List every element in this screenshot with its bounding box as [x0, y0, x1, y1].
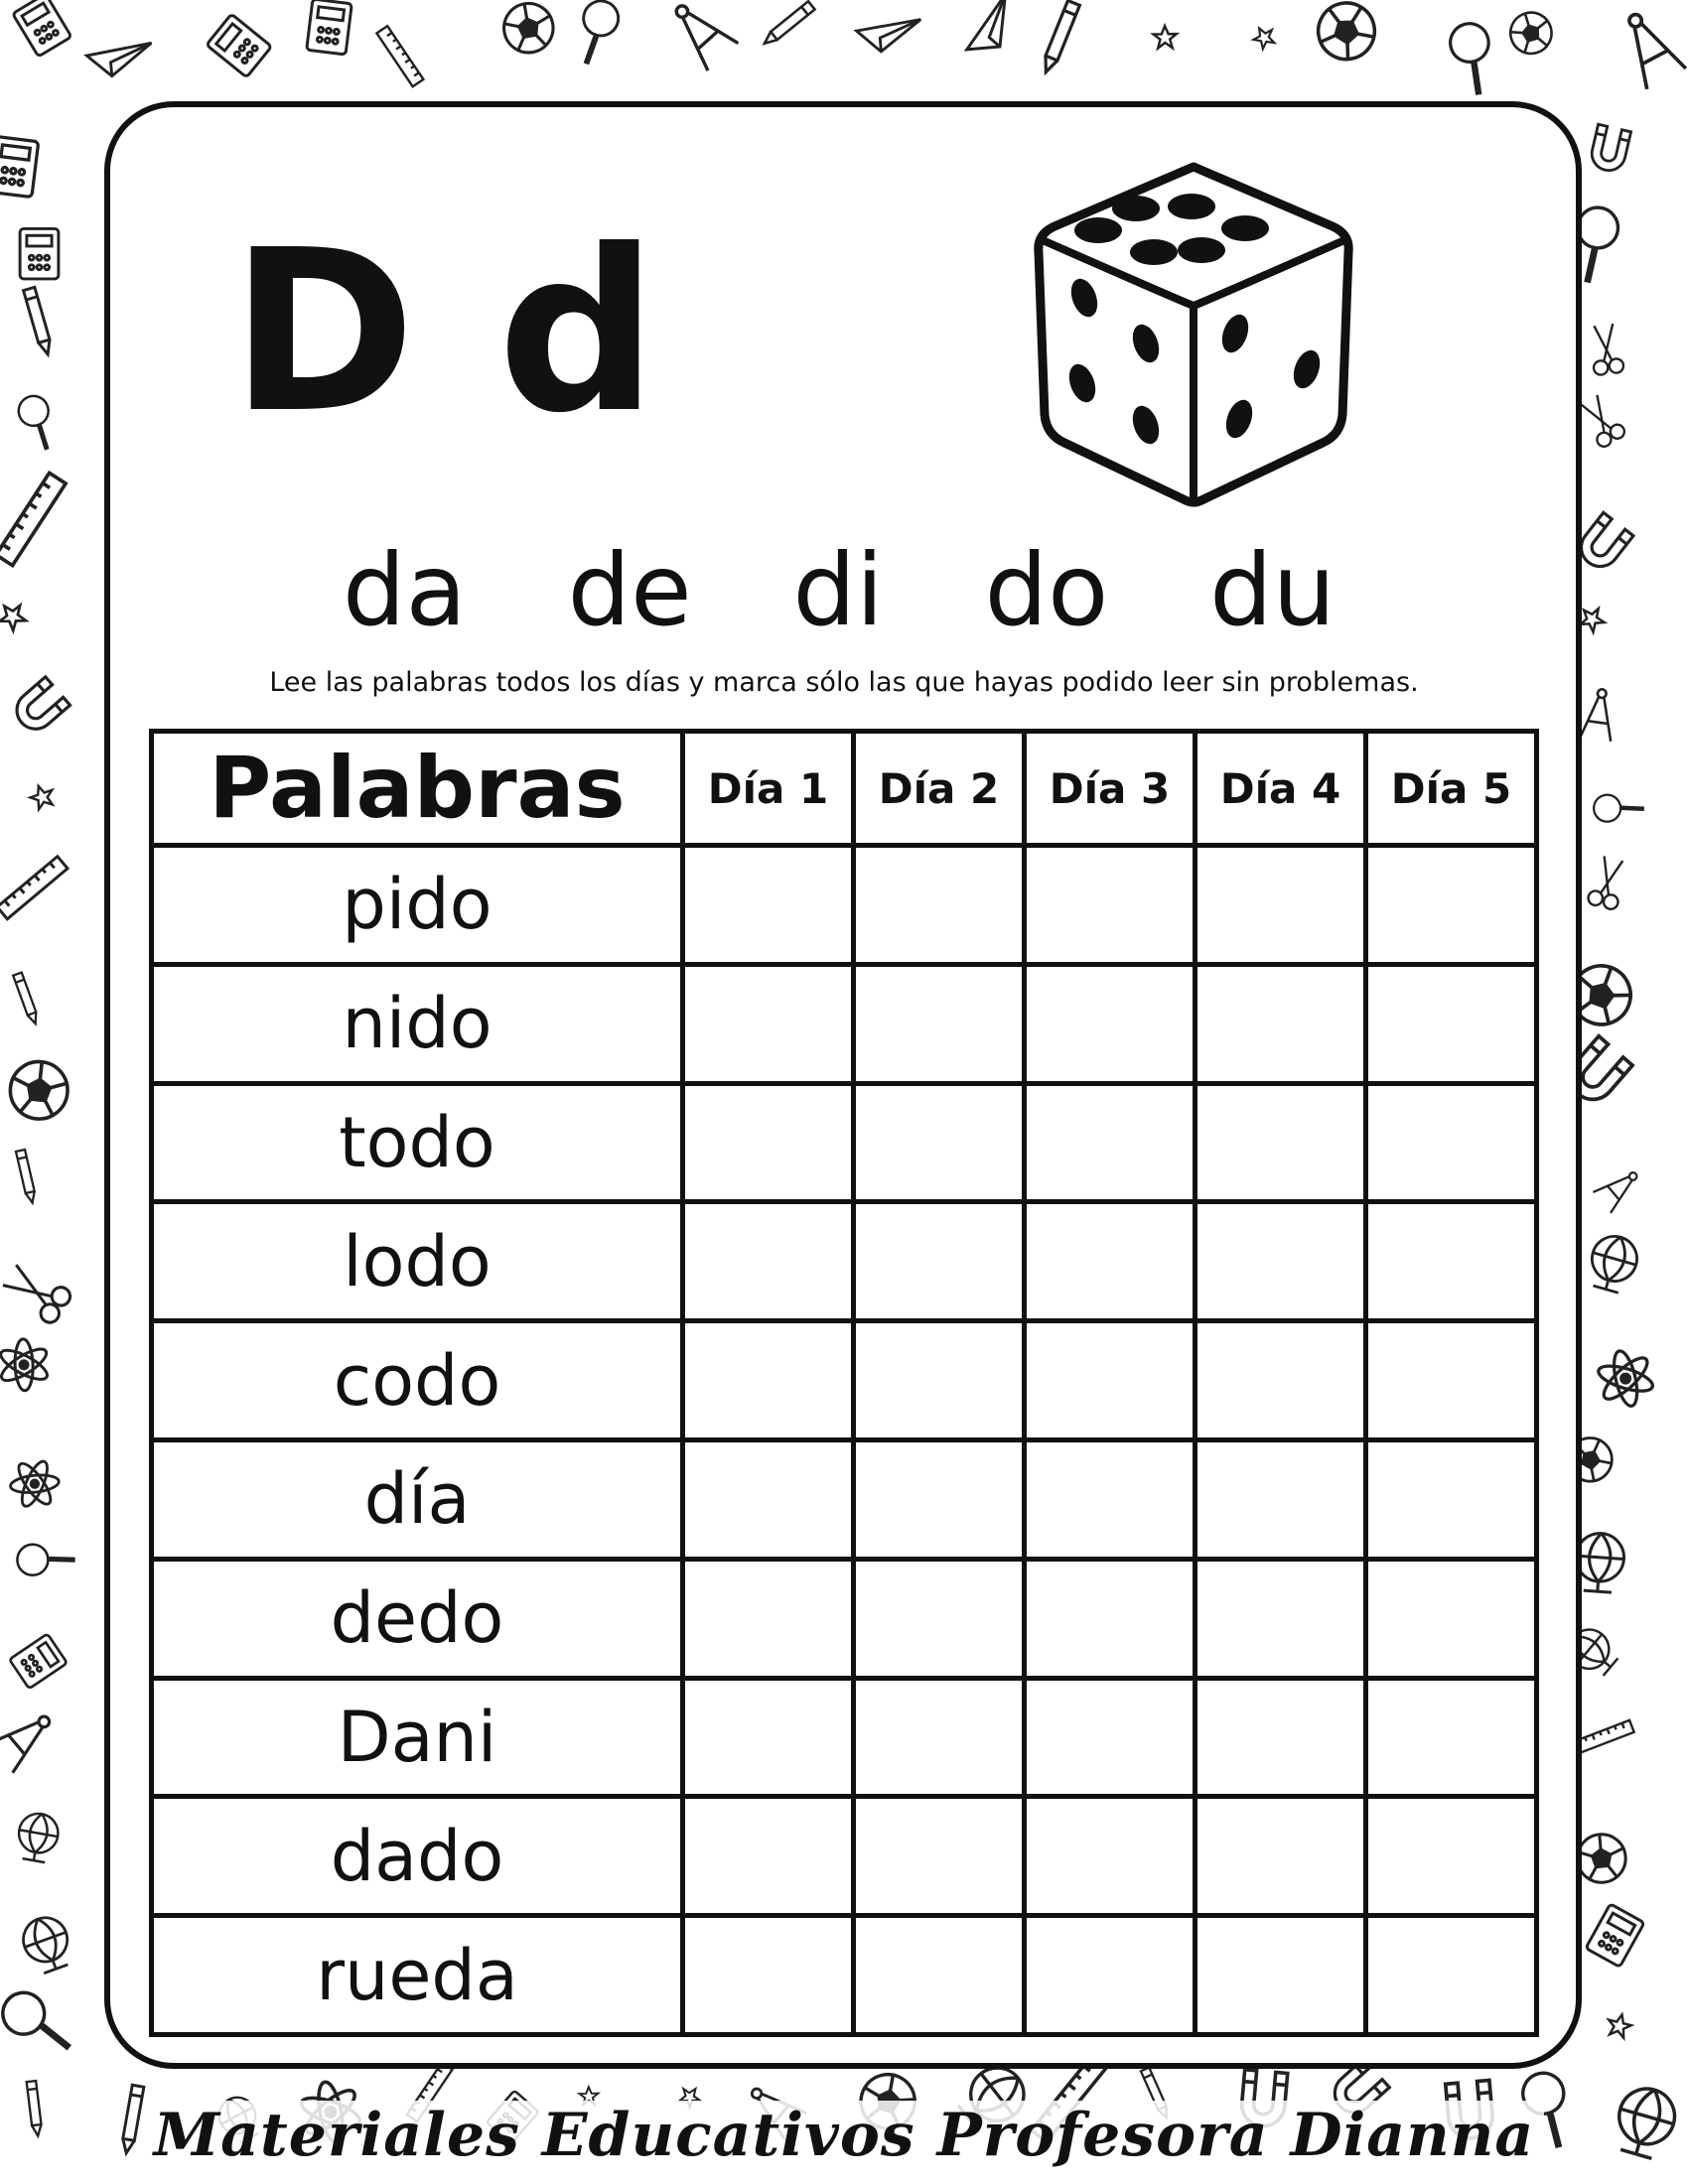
word-cell: dado	[152, 1797, 683, 1916]
word-cell: nido	[152, 964, 683, 1083]
check-cell[interactable]	[1025, 1202, 1196, 1321]
check-cell[interactable]	[1196, 1083, 1366, 1202]
word-cell: pido	[152, 846, 683, 965]
reading-tracker-table	[149, 729, 1539, 2037]
check-cell[interactable]	[1366, 846, 1537, 965]
check-cell[interactable]	[1196, 846, 1366, 965]
check-cell[interactable]	[1366, 1321, 1537, 1440]
check-cell[interactable]	[854, 1202, 1025, 1321]
check-cell[interactable]	[854, 1321, 1025, 1440]
check-cell[interactable]	[1196, 1321, 1366, 1440]
day-column-header: Día 1	[683, 732, 854, 846]
day-column-header: Día 5	[1366, 732, 1537, 846]
table-row	[152, 1678, 1537, 1797]
check-cell[interactable]	[1025, 1559, 1196, 1678]
table-row	[152, 964, 1537, 1083]
atom-icon	[0, 1449, 70, 1518]
check-cell[interactable]	[1196, 964, 1366, 1083]
soccer-ball-icon	[1576, 1833, 1628, 1885]
check-cell[interactable]	[683, 1916, 854, 2035]
check-cell[interactable]	[1025, 1439, 1196, 1559]
table-header-row	[152, 732, 1537, 846]
check-cell[interactable]	[1366, 1083, 1537, 1202]
check-cell[interactable]	[854, 964, 1025, 1083]
calculator-icon	[9, 1634, 67, 1689]
magnifier-icon	[11, 1529, 75, 1592]
syllable: de	[567, 532, 692, 648]
paper-plane-icon	[83, 32, 151, 82]
compass-icon	[663, 0, 739, 70]
check-cell[interactable]	[1025, 1916, 1196, 2035]
table-row	[152, 1083, 1537, 1202]
check-cell[interactable]	[1366, 1797, 1537, 1916]
letter-heading: D d	[230, 203, 660, 463]
paper-plane-icon	[953, 0, 1028, 63]
paper-plane-icon	[853, 7, 920, 59]
compass-icon	[0, 1704, 61, 1772]
words-column-header: Palabras	[152, 732, 683, 846]
syllable: da	[343, 532, 467, 648]
check-cell[interactable]	[854, 1797, 1025, 1916]
table-row	[152, 1439, 1537, 1559]
check-cell[interactable]	[683, 1439, 854, 1559]
pencil-icon	[16, 1150, 37, 1204]
check-cell[interactable]	[683, 964, 854, 1083]
check-cell[interactable]	[1366, 964, 1537, 1083]
check-cell[interactable]	[683, 1678, 854, 1797]
check-cell[interactable]	[854, 1559, 1025, 1678]
star-icon	[1250, 24, 1278, 51]
soccer-ball-icon	[1308, 0, 1385, 69]
calculator-icon	[0, 136, 39, 197]
check-cell[interactable]	[1366, 1916, 1537, 2035]
check-cell[interactable]	[1025, 1678, 1196, 1797]
calculator-icon	[207, 14, 272, 77]
check-cell[interactable]	[1366, 1439, 1537, 1559]
check-cell[interactable]	[1025, 1321, 1196, 1440]
compass-icon	[1614, 5, 1686, 89]
check-cell[interactable]	[683, 1083, 854, 1202]
table-row	[152, 846, 1537, 965]
check-cell[interactable]	[854, 1083, 1025, 1202]
pencil-icon	[762, 1, 815, 47]
instruction-text: Lee las palabras todos los días y marca sólo las que hayas podido leer sin problemas.	[269, 667, 1419, 698]
word-cell: lodo	[152, 1202, 683, 1321]
check-cell[interactable]	[854, 1916, 1025, 2035]
word-cell: día	[152, 1439, 683, 1559]
word-cell: todo	[152, 1083, 683, 1202]
ruler-icon	[0, 473, 66, 565]
atom-icon	[1585, 1338, 1666, 1420]
check-cell[interactable]	[683, 1559, 854, 1678]
check-cell[interactable]	[854, 846, 1025, 965]
check-cell[interactable]	[1196, 1797, 1366, 1916]
check-cell[interactable]	[1196, 1439, 1366, 1559]
syllable: do	[984, 532, 1109, 648]
check-cell[interactable]	[1025, 1083, 1196, 1202]
table-row	[152, 1797, 1537, 1916]
word-cell: Dani	[152, 1678, 683, 1797]
pencil-icon	[1040, 1, 1079, 74]
calculator-icon	[307, 0, 352, 55]
check-cell[interactable]	[1025, 1797, 1196, 1916]
footer-credit	[0, 2101, 1688, 2170]
magnifier-icon	[0, 1985, 70, 2061]
atom-icon	[0, 1329, 60, 1401]
magnifier-icon	[8, 392, 63, 450]
table-row	[152, 1202, 1537, 1321]
dice-icon	[1025, 149, 1362, 516]
table-row	[152, 1916, 1537, 2035]
check-cell[interactable]	[1196, 1916, 1366, 2035]
calculator-icon	[13, 0, 71, 57]
check-cell[interactable]	[1366, 1678, 1537, 1797]
day-column-header: Día 2	[854, 732, 1025, 846]
day-column-header: Día 4	[1196, 732, 1366, 846]
star-icon	[0, 599, 30, 634]
syllable: di	[792, 532, 884, 648]
word-cell: dedo	[152, 1559, 683, 1678]
check-cell[interactable]	[683, 846, 854, 965]
magnifier-icon	[1589, 781, 1644, 837]
globe-icon	[17, 1912, 76, 1977]
star-icon	[1153, 26, 1177, 49]
check-cell[interactable]	[1366, 1559, 1537, 1678]
syllable-row	[343, 532, 1336, 648]
check-cell[interactable]	[683, 1321, 854, 1440]
soccer-ball-icon	[1505, 8, 1557, 60]
table-row	[152, 1321, 1537, 1440]
star-icon	[1606, 2012, 1633, 2039]
pencil-icon	[24, 287, 54, 355]
compass-icon	[1593, 1163, 1644, 1213]
syllable: du	[1209, 532, 1336, 648]
scissors-icon	[1577, 392, 1627, 449]
pencil-icon	[13, 973, 40, 1025]
table-row	[152, 1559, 1537, 1678]
word-cell: codo	[152, 1321, 683, 1440]
check-cell[interactable]	[683, 1202, 854, 1321]
magnet-icon	[1574, 512, 1633, 574]
check-cell[interactable]	[854, 1678, 1025, 1797]
magnifier-icon	[1433, 17, 1508, 95]
word-cell: rueda	[152, 1916, 683, 2035]
check-cell[interactable]	[1366, 1202, 1537, 1321]
word-rows	[152, 846, 1537, 2035]
soccer-ball-icon	[500, 0, 557, 57]
scissors-icon	[0, 1259, 73, 1326]
ruler-icon	[0, 857, 68, 919]
globe-icon	[1584, 1231, 1641, 1296]
check-cell[interactable]	[1025, 964, 1196, 1083]
calculator-icon	[1586, 1904, 1644, 1968]
footer-text: Materiales Educativos Profesora Dianna	[144, 2101, 1545, 2170]
scissors-icon	[1587, 855, 1628, 910]
globe-icon	[15, 1811, 62, 1864]
day-column-header: Día 3	[1025, 732, 1196, 846]
check-cell[interactable]	[1025, 846, 1196, 965]
scissors-icon	[1589, 323, 1624, 375]
magnifier-icon	[561, 0, 633, 64]
star-icon	[28, 782, 57, 810]
check-cell[interactable]	[1196, 1678, 1366, 1797]
soccer-ball-icon	[8, 1059, 70, 1122]
calculator-icon	[20, 228, 59, 278]
check-cell[interactable]	[1196, 1202, 1366, 1321]
magnet-icon	[1589, 124, 1631, 174]
check-cell[interactable]	[683, 1797, 854, 1916]
check-cell[interactable]	[854, 1439, 1025, 1559]
check-cell[interactable]	[1196, 1559, 1366, 1678]
ruler-icon	[376, 26, 423, 86]
